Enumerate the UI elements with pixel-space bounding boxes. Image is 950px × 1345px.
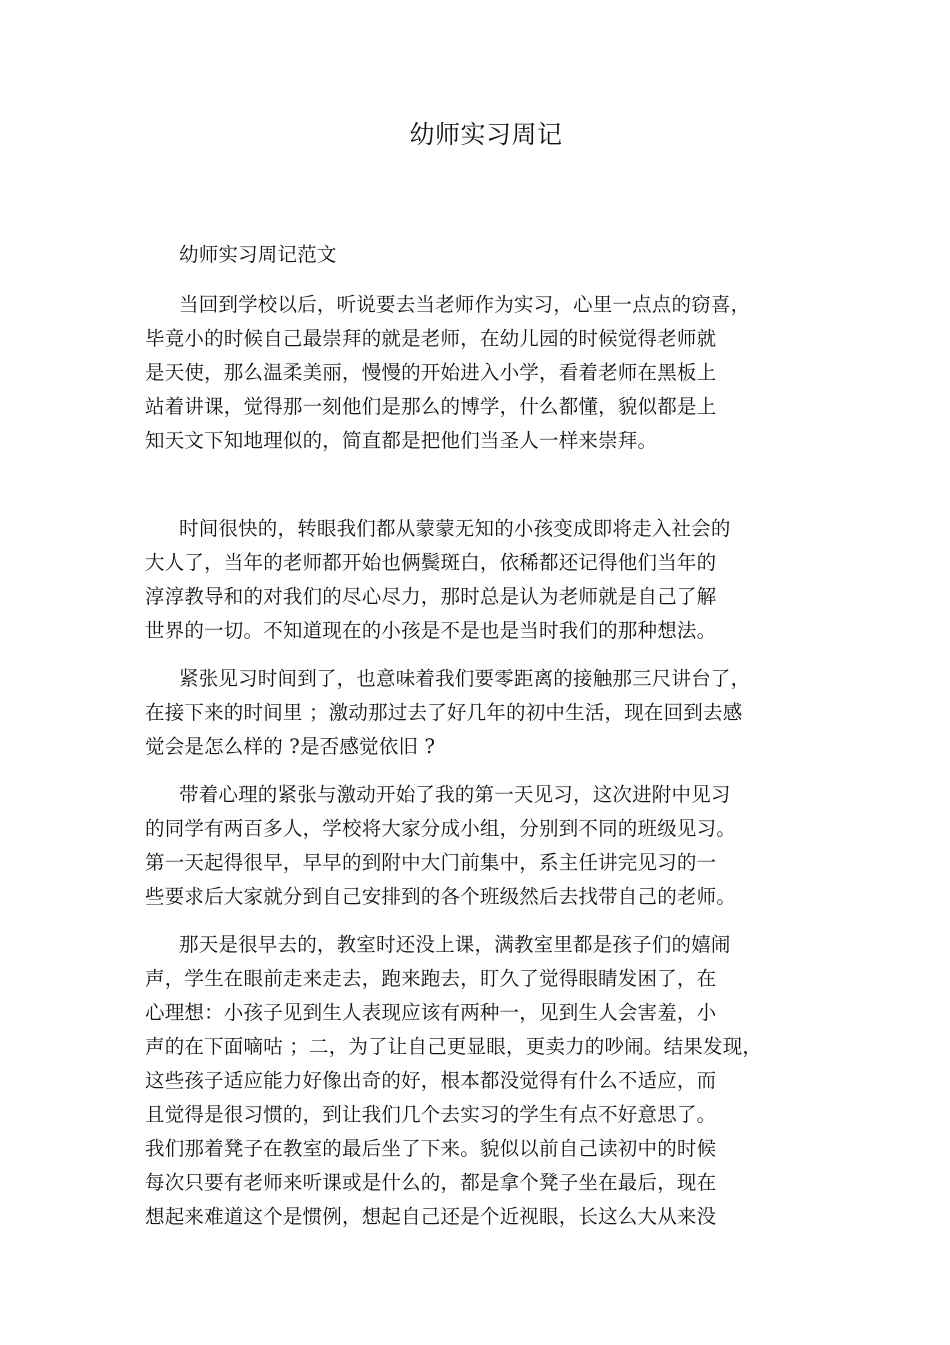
- paragraph-line: 每次只要有老师来听课或是什么的，都是拿个凳子坐在最后，现在: [145, 1171, 717, 1194]
- paragraph-line: 紧张见习时间到了，也意味着我们要零距离的接触那三尺讲台了，: [179, 667, 751, 690]
- paragraph-line: 我们那着凳子在教室的最后坐了下来。貌似以前自己读初中的时候: [145, 1137, 717, 1160]
- paragraph-line: 当回到学校以后，听说要去当老师作为实习，心里一点点的窃喜，: [179, 293, 751, 316]
- paragraph-line: 在接下来的时间里 ；激动那过去了好几年的初中生活，现在回到去感: [145, 701, 743, 724]
- paragraph-line: 是天使，那么温柔美丽，慢慢的开始进入小学，看着老师在黑板上: [145, 361, 717, 384]
- paragraph-line: 声，学生在眼前走来走去，跑来跑去，盯久了觉得眼睛发困了，在: [145, 967, 717, 990]
- paragraph-line: 那天是很早去的，教室时还没上课，满教室里都是孩子们的嬉闹: [179, 933, 731, 956]
- paragraph-line: 大人了，当年的老师都开始也俩鬓斑白，依稀都还记得他们当年的: [145, 551, 717, 574]
- paragraph-line: 世界的一切。不知道现在的小孩是不是也是当时我们的那种想法。: [145, 619, 717, 642]
- paragraph-line: 时间很快的，转眼我们都从蒙蒙无知的小孩变成即将走入社会的: [179, 517, 731, 540]
- paragraph-line: 这些孩子适应能力好像出奇的好，根本都没觉得有什么不适应，而: [145, 1069, 717, 1092]
- paragraph-line: 且觉得是很习惯的，到让我们几个去实习的学生有点不好意思了。: [145, 1103, 717, 1126]
- paragraph-line: 声的在下面嘀咕 ；二，为了让自己更显眼，更卖力的吵闹。结果发现，: [145, 1035, 763, 1058]
- paragraph-line: 觉会是怎么样的 ?是否感觉依旧 ?: [145, 735, 436, 758]
- paragraph-line: 的同学有两百多人，学校将大家分成小组，分别到不同的班级见习。: [145, 817, 737, 840]
- paragraph-line: 淳淳教导和的对我们的尽心尽力，那时总是认为老师就是自己了解: [145, 585, 717, 608]
- paragraph-line: 想起来难道这个是惯例，想起自己还是个近视眼，长这么大从来没: [145, 1205, 717, 1228]
- paragraph-line: 知天文下知地理似的，简直都是把他们当圣人一样来崇拜。: [145, 429, 658, 452]
- paragraph-line: 站着讲课，觉得那一刻他们是那么的博学，什么都懂，貌似都是上: [145, 395, 717, 418]
- document-subtitle: 幼师实习周记范文: [179, 243, 337, 266]
- document-title: 幼师实习周记: [409, 120, 563, 149]
- paragraph-line: 带着心理的紧张与激动开始了我的第一天见习，这次进附中见习: [179, 783, 731, 806]
- paragraph-line: 心理想：小孩子见到生人表现应该有两种一，见到生人会害羞，小: [145, 1001, 717, 1024]
- paragraph-line: 毕竟小的时候自己最崇拜的就是老师，在幼儿园的时候觉得老师就: [145, 327, 717, 350]
- paragraph-line: 第一天起得很早，早早的到附中大门前集中，系主任讲完见习的一: [145, 851, 717, 874]
- paragraph-line: 些要求后大家就分到自己安排到的各个班级然后去找带自己的老师。: [145, 885, 737, 908]
